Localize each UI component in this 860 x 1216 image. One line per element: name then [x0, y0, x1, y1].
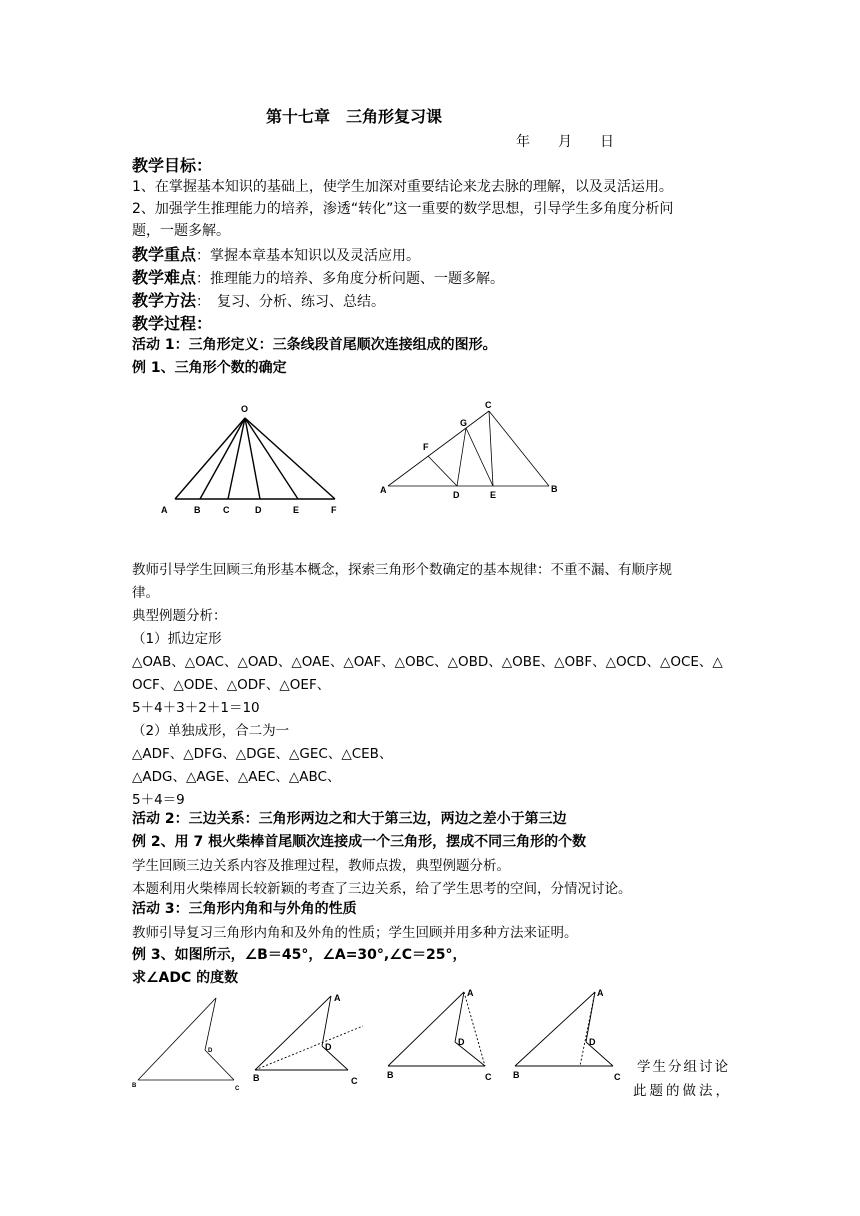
part1-sum: 5＋4＋3＋2＋1＝10 — [132, 700, 260, 716]
objective-2-line2: 题，一题多解。 — [132, 223, 230, 239]
fig1-label-a: A — [161, 505, 168, 515]
activity-2: 活动 2：三边关系：三角形两边之和大于第三边，两边之差小于第三边 — [132, 811, 567, 827]
fig2-label-f: F — [423, 442, 429, 452]
guide-line-1: 教师引导学生回顾三角形基本概念，探索三角形个数确定的基本规律：不重不漏、有顺序规 — [132, 562, 672, 578]
fig3c-label-a: A — [467, 988, 474, 998]
fig1-label-b: B — [194, 505, 201, 515]
example-2-line-2: 本题利用火柴棒周长较新颖的考查了三边关系，给了学生思考的空间，分情况讨论。 — [132, 881, 632, 897]
fig3b-label-d: D — [325, 1042, 332, 1052]
part2-list-2: △ADG、△AGE、△AEC、△ABC、 — [132, 769, 341, 785]
fig3b-label-b: B — [253, 1073, 260, 1083]
fig3b-label-c: C — [351, 1076, 358, 1086]
fig3a-label-b: B — [132, 1083, 137, 1089]
fig2-label-c: C — [485, 400, 492, 410]
side-note-line-2: 此题的做法， — [633, 1083, 732, 1099]
part1-list-2: OCF、△ODE、△ODF、△OEF、 — [132, 677, 331, 693]
fig3c-label-d: D — [458, 1037, 465, 1047]
date-line: 年 月 日 — [516, 134, 614, 150]
fig1-label-o: O — [241, 404, 249, 414]
part2-list-1: △ADF、△DFG、△DGE、△GEC、△CEB、 — [132, 746, 393, 762]
fig2-label-d: D — [453, 490, 460, 500]
objectives-heading: 教学目标： — [132, 156, 213, 175]
typical-heading: 典型例题分析： — [132, 608, 227, 624]
method-label: 教学方法 — [132, 291, 197, 310]
fig2-label-e: E — [490, 490, 497, 500]
fig2-label-a: A — [380, 485, 387, 495]
side-note-line-1: 学生分组讨论 — [637, 1059, 730, 1075]
fig1-label-d: D — [255, 505, 262, 515]
objective-1: 1、在掌握基本知识的基础上，使学生加深对重要结论来龙去脉的理解，以及灵活运用。 — [132, 179, 673, 195]
example-2: 例 2、用 7 根火柴棒首尾顺次连接成一个三角形，摆成不同三角形的个数 — [132, 834, 587, 850]
fig3d-label-b: B — [513, 1070, 520, 1080]
focus-text: ：掌握本章基本知识以及灵活应用。 — [196, 248, 421, 264]
page-title: 第十七章 三角形复习课 — [266, 107, 443, 126]
part1-heading: （1）抓边定形 — [132, 631, 222, 647]
fig3a-label-c: C — [235, 1086, 240, 1092]
part1-list-1: △OAB、△OAC、△OAD、△OAE、△OAF、△OBC、△OBD、△OBE、△OBF、△OCD、△OCE、△ — [132, 654, 723, 670]
fig3d-label-a: A — [597, 988, 604, 998]
example-1: 例 1、三角形个数的确定 — [132, 360, 287, 376]
part2-sum: 5＋4＝9 — [132, 792, 185, 808]
activity-3-text: 教师引导复习三角形内角和及外角的性质；学生回顾并用多种方法来证明。 — [132, 925, 578, 941]
fig2-label-g: G — [460, 418, 468, 428]
example-3-line-2: 求∠ADC 的度数 — [132, 970, 239, 986]
method-text: ： 复习、分析、练习、总结。 — [196, 294, 386, 310]
fig3a-label-d: D — [208, 1048, 213, 1054]
fig2-label-b: B — [551, 484, 558, 494]
activity-3: 活动 3：三角形内角和与外角的性质 — [132, 901, 357, 917]
fig1-label-f: F — [331, 505, 337, 515]
example-3-line-1: 例 3、如图所示，∠B＝45°，∠A=30°,∠C＝25°， — [132, 947, 467, 963]
guide-line-2: 律。 — [132, 585, 159, 601]
fig3c-label-c: C — [485, 1072, 492, 1082]
difficulty-label: 教学难点 — [132, 268, 197, 287]
objective-2-line1: 2、加强学生推理能力的培养，渗透“转化”这一重要的数学思想，引导学生多角度分析问 — [132, 201, 674, 217]
focus-label: 教学重点 — [132, 245, 197, 264]
part2-heading: （2）单独成形，合二为一 — [132, 723, 290, 739]
fig1-label-c: C — [223, 505, 230, 515]
fig3d-label-c: C — [614, 1072, 621, 1082]
fig3b-label-a: A — [334, 993, 341, 1003]
difficulty-text: ：推理能力的培养、多角度分析问题、一题多解。 — [196, 271, 505, 287]
fig3c-label-b: B — [387, 1070, 394, 1080]
process-heading: 教学过程： — [132, 314, 213, 333]
fig3d-label-d: D — [589, 1037, 596, 1047]
fig1-label-e: E — [293, 505, 300, 515]
activity-1: 活动 1：三角形定义：三条线段首尾顺次连接组成的图形。 — [132, 337, 497, 353]
example-2-line-1: 学生回顾三边关系内容及推理过程，教师点拨，典型例题分析。 — [132, 858, 510, 874]
